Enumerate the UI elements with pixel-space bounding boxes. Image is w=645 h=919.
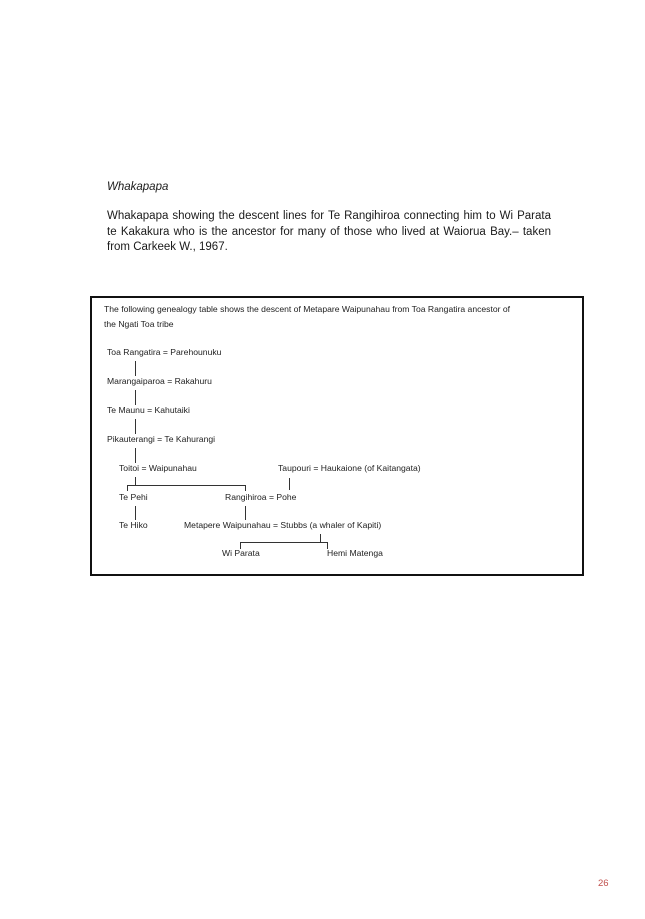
node-te-pehi: Te Pehi: [119, 492, 148, 502]
node-toitoi: Toitoi = Waipunahau: [119, 463, 197, 473]
node-rangihiroa: Rangihiroa = Pohe: [225, 492, 297, 502]
node-metapere: Metapere Waipunahau = Stubbs (a whaler of Kapiti): [184, 520, 382, 530]
node-hemi-matenga: Hemi Matenga: [327, 548, 383, 558]
node-te-maunu: Te Maunu = Kahutaiki: [107, 405, 190, 415]
genealogy-figure: [90, 296, 584, 576]
descent-line: [245, 485, 246, 491]
sibling-line: [240, 542, 327, 543]
figure-caption: The following genealogy table shows the descent of Metapare Waipunahau from Toa Rangatira ancestor of the Ngati Toa tribe: [104, 304, 511, 329]
descent-line: [127, 485, 128, 491]
descent-line: [135, 390, 136, 405]
sibling-line: [127, 485, 245, 486]
descent-line: [135, 477, 136, 485]
descent-line: [245, 506, 246, 520]
node-pikauterangi: Pikauterangi = Te Kahurangi: [107, 434, 216, 444]
descent-line: [289, 478, 290, 490]
descent-line: [135, 361, 136, 376]
descent-line: [135, 506, 136, 520]
node-marangaiparoa: Marangaiparoa = Rakahuru: [107, 376, 212, 386]
descent-line: [135, 419, 136, 434]
node-wi-parata: Wi Parata: [222, 548, 260, 558]
node-taupouri: Taupouri = Haukaione (of Kaitangata): [278, 463, 421, 473]
descent-line: [320, 534, 321, 542]
node-toa-rangatira: Toa Rangatira = Parehounuku: [107, 347, 222, 357]
page-number: 26: [598, 878, 609, 889]
section-paragraph: Whakapapa showing the descent lines for Te Rangihiroa connecting him to Wi Parata te Kakakura who is the ancestor for many of those who lived at Waiorua Bay.– taken from Carkeek W., 1967.: [107, 210, 551, 253]
section-heading: Whakapapa: [107, 181, 169, 193]
descent-line: [135, 448, 136, 463]
node-te-hiko: Te Hiko: [119, 520, 148, 530]
